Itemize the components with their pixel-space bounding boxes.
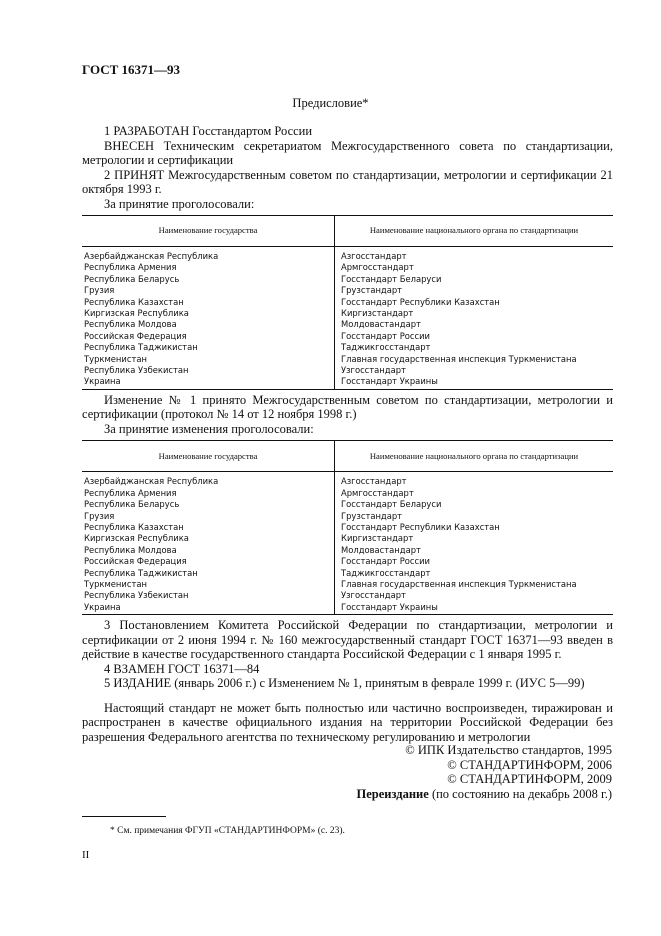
standards-body-name: Таджикгосстандарт xyxy=(341,342,431,353)
standards-body-name: Киргизстандарт xyxy=(341,533,414,544)
copyright-line: © СТАНДАРТИНФОРМ, 2009 xyxy=(447,772,612,786)
table-row xyxy=(82,247,613,390)
standards-body-name: Госстандарт Республики Казахстан xyxy=(341,522,500,532)
standards-body-name: Молдовастандарт xyxy=(341,544,421,555)
standards-body-header: Наименование национального органа по стандартизации xyxy=(335,441,614,472)
standards-body-name: Молдовастандарт xyxy=(341,319,421,330)
standards-body-name: Армгосстандарт xyxy=(341,262,414,273)
reissue-text: (по состоянию на декабрь 2008 г.) xyxy=(428,786,612,801)
state-name: Украина xyxy=(84,601,121,612)
reissue-line xyxy=(357,787,612,802)
footnote: * См. примечания ФГУП «СТАНДАРТИНФОРМ» (с. 23). xyxy=(110,826,345,836)
state-name: Республика Молдова xyxy=(84,319,177,330)
state-name: Азербайджанская Республика xyxy=(84,476,219,487)
standards-body-name: Госстандарт Беларуси xyxy=(341,499,442,510)
replaces-paragraph: 4 ВЗАМЕН ГОСТ 16371—84 xyxy=(104,661,260,676)
amendment-voted-label: За принятие изменения проголосовали: xyxy=(104,421,314,436)
table-row xyxy=(82,472,613,615)
footnote-divider xyxy=(82,816,166,817)
copyright-line: © СТАНДАРТИНФОРМ, 2006 xyxy=(447,757,612,772)
state-name: Российская Федерация xyxy=(84,330,187,341)
states-list-cell xyxy=(82,472,335,615)
state-name: Республика Таджикистан xyxy=(84,567,198,578)
state-name: Республика Узбекистан xyxy=(84,365,189,376)
state-name: Грузия xyxy=(84,510,115,521)
standards-body-name: Узгосстандарт xyxy=(341,590,406,601)
standards-body-name: Главная государственная инспекция Туркменистана xyxy=(341,353,577,364)
document-code-header: ГОСТ 16371—93 xyxy=(82,62,181,77)
standards-body-name: Азгосстандарт xyxy=(341,251,407,261)
standards-body-name: Армгосстандарт xyxy=(341,487,414,498)
bodies-list-cell xyxy=(335,247,614,390)
state-name: Киргизская Республика xyxy=(84,308,189,319)
state-name: Азербайджанская Республика xyxy=(84,251,219,261)
standards-body-name: Главная государственная инспекция Туркменистана xyxy=(341,579,577,590)
standards-body-name: Узгосстандарт xyxy=(341,365,406,376)
state-name: Республика Узбекистан xyxy=(84,590,189,601)
state-name: Украина xyxy=(84,376,121,387)
standards-body-name: Госстандарт России xyxy=(341,556,430,567)
standards-body-name: Грузстандарт xyxy=(341,510,403,521)
enactment-paragraph: 3 Постановлением Комитета Российской Федерации по стандартизации, метрологии и сертификации от 2 июня 1994 г. № 160 межгосударственный стандарт ГОСТ 16371—93 введен в действие в качестве государственного стандарта Российской Федерации с 1 января 1995 г. xyxy=(82,618,613,662)
amendment-paragraph: Изменение № 1 принято Межгосударственным советом по стандартизации, метрологии и сертификации (протокол № 14 от 12 ноября 1998 г.) xyxy=(82,392,613,422)
amendment-voting-table xyxy=(82,440,613,615)
state-name: Республика Казахстан xyxy=(84,296,184,307)
states-list-cell xyxy=(82,247,335,390)
state-name: Российская Федерация xyxy=(84,556,187,567)
copyright-notice-paragraph: Настоящий стандарт не может быть полностью или частично воспроизведен, тиражирован и распространен в качестве официального издания на территории Российской Федерации без разрешения Федерального агентства по техническому регулированию и метрологии xyxy=(82,700,613,744)
spacer xyxy=(82,691,613,701)
state-name-header: Наименование государства xyxy=(82,441,335,472)
state-name: Туркменистан xyxy=(84,579,147,590)
page-number: II xyxy=(82,849,90,861)
standards-body-name: Таджикгосстандарт xyxy=(341,567,431,578)
preface-body xyxy=(82,124,613,744)
edition-paragraph: 5 ИЗДАНИЕ (январь 2006 г.) с Изменением № 1, принятым в феврале 1999 г. (ИУС 5—99) xyxy=(104,676,585,691)
table-header-row xyxy=(82,441,613,472)
state-name: Киргизская Республика xyxy=(84,533,189,544)
standards-body-name: Азгосстандарт xyxy=(341,476,407,487)
introduced-by-paragraph: ВНЕСЕН Техническим секретариатом Межгосударственного совета по стандартизации, метрологии и сертификации xyxy=(82,138,613,167)
state-name: Республика Таджикистан xyxy=(84,342,198,353)
state-name: Республика Беларусь xyxy=(84,499,180,510)
state-name: Грузия xyxy=(84,285,115,296)
bodies-list-cell xyxy=(335,472,614,615)
state-name: Туркменистан xyxy=(84,353,147,364)
state-name: Республика Беларусь xyxy=(84,273,180,284)
standards-body-name: Киргизстандарт xyxy=(341,308,414,319)
table-header-row xyxy=(82,216,613,247)
standards-body-name: Грузстандарт xyxy=(341,285,403,296)
standards-body-name: Госстандарт Украины xyxy=(341,376,438,387)
standards-body-header: Наименование национального органа по стандартизации xyxy=(335,216,614,247)
voted-for-label: За принятие проголосовали: xyxy=(104,196,255,211)
standards-body-name: Госстандарт Беларуси xyxy=(341,273,442,284)
standards-body-name: Госстандарт Украины xyxy=(341,601,438,612)
preface-title: Предисловие* xyxy=(292,96,369,110)
adopted-paragraph: 2 ПРИНЯТ Межгосударственным советом по стандартизации, метрологии и сертификации 21 октября 1993 г. xyxy=(82,167,613,196)
copyright-block xyxy=(357,743,612,801)
state-name-header: Наименование государства xyxy=(82,216,335,247)
copyright-line: © ИПК Издательство стандартов, 1995 xyxy=(405,743,612,757)
developed-by-paragraph: 1 РАЗРАБОТАН Госстандартом России xyxy=(104,124,313,138)
state-name: Республика Армения xyxy=(84,487,177,498)
state-name: Республика Молдова xyxy=(84,544,177,555)
reissue-label: Переиздание xyxy=(356,786,429,801)
state-name: Республика Казахстан xyxy=(84,522,184,532)
voting-states-table xyxy=(82,215,613,390)
state-name: Республика Армения xyxy=(84,262,177,273)
standards-body-name: Госстандарт России xyxy=(341,330,430,341)
standards-body-name: Госстандарт Республики Казахстан xyxy=(341,296,500,307)
